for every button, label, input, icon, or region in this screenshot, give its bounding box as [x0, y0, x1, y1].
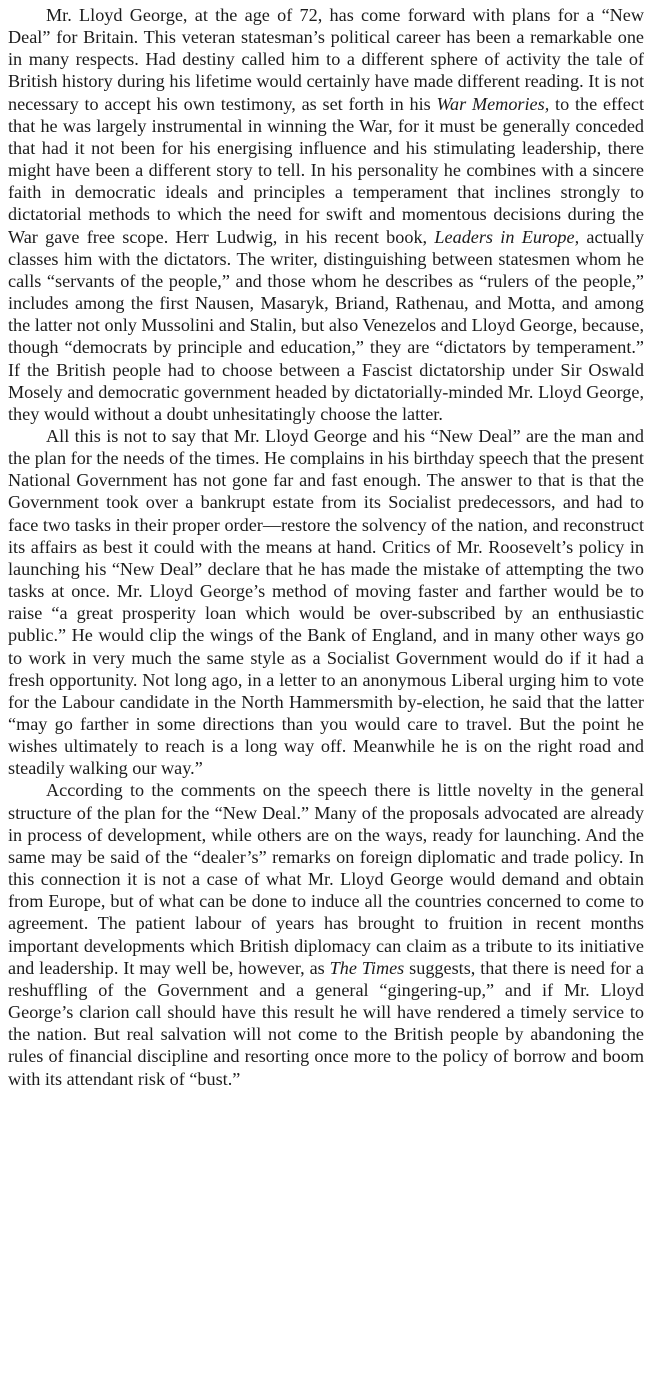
book-title-war-memories: War Memories, — [436, 93, 550, 114]
newspaper-title-the-times: The Times — [329, 957, 405, 978]
article-page — [8, 4, 644, 1090]
paragraph-1-part-3: actually classes him with the dictators. The writer, distinguishing between statesmen whom he calls “servants of the people,” and those whom he describes as “rulers of the people,” includes among the first Nausen, Masaryk, Briand, Rathenau, and Motta, and among the latter not only Mussolini and Stalin, but also Venezelos and Lloyd George, because, though “democrats by principle and education,” they are “dictators by temperament.” If the British people had to choose between a Fascist dictatorship under Sir Oswald Mosely and democratic government headed by dictatorially-minded Mr. Lloyd George, they would without a doubt unhesitatingly choose the latter. — [8, 226, 644, 424]
paragraph-3-part-1: According to the comments on the speech there is little novelty in the general structure of the plan for the “New Deal.” Many of the proposals advocated are already in process of development, while others are on the ways, ready for launching. And the same may be said of the “dealer’s” remarks on foreign diplomatic and trade policy. In this connection it is not a case of what Mr. Lloyd George would demand and obtain from Europe, but of what can be done to induce all the countries concerned to come to agreement. The patient labour of years has brought to fruition in recent months important developments which British diplomacy can claim as a tribute to its initiative and leadership. It may well be, however, as — [8, 780, 644, 978]
paragraph-3 — [8, 779, 644, 1089]
book-title-leaders-in-europe: Leaders in Europe, — [434, 226, 580, 247]
paragraph-1-part-2: to the effect that he was largely instrumental in winning the War, for it must be generally conceded that had it not been for his energising influence and his stimulating leadership, there might have been a different story to tell. In his personality he combines with a sincere faith in democratic ideals and principles a temperament that inclines strongly to dictatorial methods to which the need for swift and momentous decisions during the War gave free scope. Herr Ludwig, in his recent book, — [8, 93, 644, 247]
paragraph-3-part-2: suggests, that there is need for a reshuffling of the Government and a general “gingering-up,” and if Mr. Lloyd George’s clarion call should have this result he will have rendered a timely service to the nation. But real salvation will not come to the British people by abandoning the rules of financial discipline and resorting once more to the policy of borrow and boom with its attendant risk of “bust.” — [8, 957, 644, 1089]
paragraph-1 — [8, 4, 644, 425]
paragraph-2 — [8, 425, 644, 780]
paragraph-2-text: All this is not to say that Mr. Lloyd George and his “New Deal” are the man and the plan for the needs of the times. He complains in his birthday speech that the present National Government has not gone far and fast enough. The answer to that is that the Government took over a bankrupt estate from its Socialist predecessors, and had to face two tasks in their proper order—restore the solvency of the nation, and reconstruct its affairs as best it could with the means at hand. Critics of Mr. Roosevelt’s policy in launching his “New Deal” declare that he has made the mistake of attempting the two tasks at once. Mr. Lloyd George’s method of moving faster and farther would be to raise “a great prosperity loan which would be over-subscribed by an enthusiastic public.” He would clip the wings of the Bank of England, and in many other ways go to work in very much the same style as a Socialist Government would do if it had a fresh opportunity. Not long ago, in a letter to an anonymous Liberal urging him to vote for the Labour candidate in the North Hammersmith by-election, he said that the latter “may go farther in some directions than you would care to travel. But the point he wishes ultimately to reach is a long way off. Meanwhile he is on the right road and steadily walking our way.” — [8, 425, 644, 779]
paragraph-1-part-1: Mr. Lloyd George, at the age of 72, has come forward with plans for a “New Deal” for Britain. This veteran statesman’s political career has been a remarkable one in many respects. Had destiny called him to a different sphere of activity the tale of British history during his lifetime would certainly have made different reading. It is not necessary to accept his own testimony, as set forth in his — [8, 5, 644, 114]
